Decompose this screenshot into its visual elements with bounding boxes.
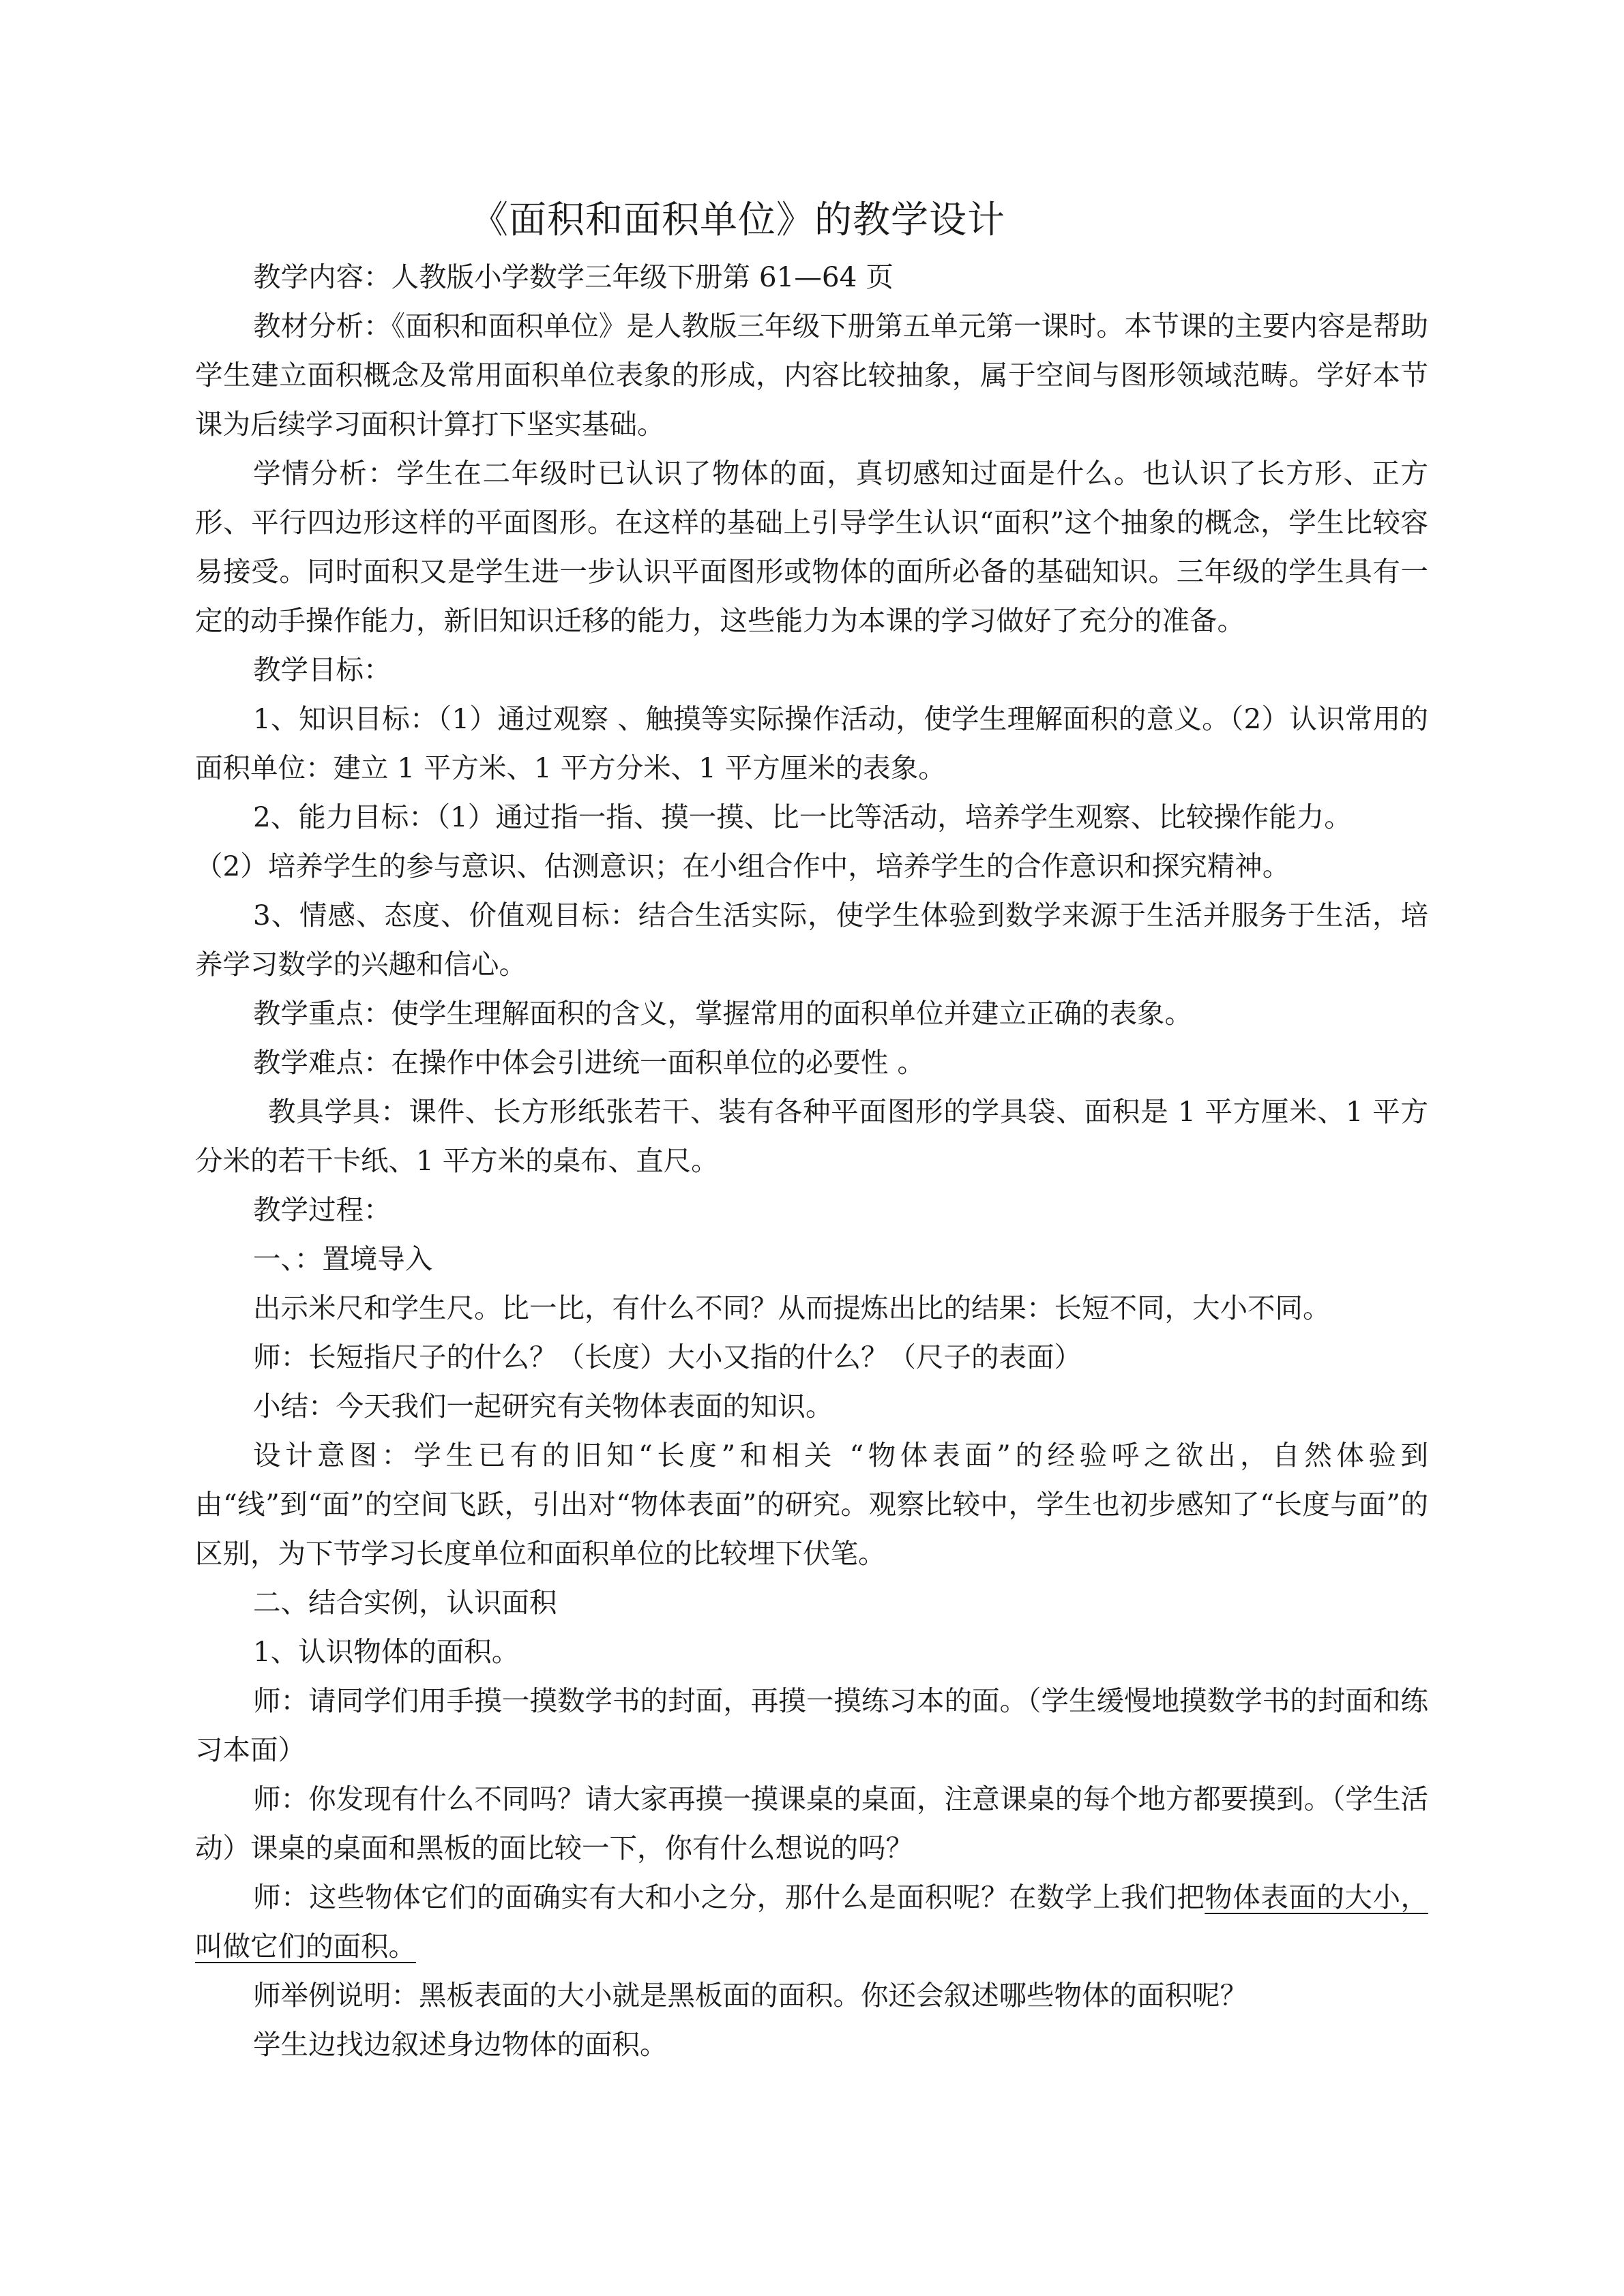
textbook-analysis-paragraph: 教材分析：《面积和面积单位》是人教版三年级下册第五单元第一课时。本节课的主要内容是帮助学生建立面积概念及常用面积单位表象的形成，内容比较抽象，属于空间与图形领域范畴。学好本节课为后续学习面积计算打下坚实基础。 (195, 310, 1428, 441)
teacher-touch-book-paragraph: 师：请同学们用手摸一摸数学书的封面，再摸一摸练习本的面。（学生缓慢地摸数学书的封面和练习本面） (195, 1684, 1428, 1766)
ability-objective-continuation: （2）培养学生的参与意识、估测意识；在小组合作中，培养学生的合作意识和探究精神。 (195, 850, 1290, 882)
section-two-heading: 二、结合实例，认识面积 (253, 1586, 557, 1619)
teaching-aids-paragraph: 教具学具：课件、长方形纸张若干、装有各种平面图形的学具袋、面积是 1 平方厘米、1 平方分米的若干卡纸、1 平方米的桌布、直尺。 (195, 1095, 1428, 1177)
ruler-compare-paragraph: 出示米尺和学生尺。比一比，有什么不同？从而提炼出比的结果：长短不同，大小不同。 (253, 1292, 1331, 1324)
ability-objective-paragraph: 2、能力目标：（1）通过指一指、摸一摸、比一比等活动，培养学生观察、比较操作能力。 (253, 801, 1352, 833)
difficult-point-paragraph: 教学难点：在操作中体会引进统一面积单位的必要性 。 (253, 1046, 925, 1079)
area-definition-underlined: 物体表面的大小，叫做它们的面积。 (195, 1881, 1429, 1963)
learner-analysis-paragraph: 学情分析：学生在二年级时已认识了物体的面，真切感知过面是什么。也认识了长方形、正方形、平行四边形这样的平面图形。在这样的基础上引导学生认识“面积”这个抽象的概念，学生比较容易接受。同时面积又是学生进一步认识平面图形或物体的面所必备的基础知识。三年级的学生具有一定的动手操作能力，新旧知识迁移的能力，这些能力为本课的学习做好了充分的准备。 (195, 457, 1428, 637)
objectives-heading: 教学目标： (253, 653, 392, 686)
teaching-content-paragraph: 教学内容：人教版小学数学三年级下册第 61—64 页 (253, 260, 894, 293)
summary-paragraph: 小结：今天我们一起研究有关物体表面的知识。 (253, 1390, 833, 1422)
key-point-paragraph: 教学重点：使学生理解面积的含义，掌握常用的面积单位并建立正确的表象。 (253, 997, 1192, 1030)
area-definition-lead: 师：这些物体它们的面确实有大和小之分，那什么是面积呢？在数学上我们把 (253, 1881, 1205, 1913)
emotion-objective-paragraph: 3、情感、态度、价值观目标：结合生活实际，使学生体验到数学来源于生活并服务于生活，培养学习数学的兴趣和信心。 (195, 899, 1428, 981)
process-heading: 教学过程： (253, 1193, 392, 1226)
area-definition-paragraph (195, 1873, 1428, 1971)
document-title: 《面积和面积单位》的教学设计 (471, 198, 1006, 241)
step-one-heading: 1、认识物体的面积。 (253, 1635, 520, 1668)
document-body (195, 252, 1428, 2069)
design-intent-paragraph: 设计意图：学生已有的旧知“长度”和相关 “物体表面”的经验呼之欲出，自然体验到由“线”到“面”的空间飞跃，引出对“物体表面”的研究。观察比较中，学生也初步感知了“长度与面”的区别，为下节学习长度单位和面积单位的比较埋下伏笔。 (195, 1439, 1428, 1570)
section-one-heading: 一、：置境导入 (253, 1242, 433, 1275)
student-activity-paragraph: 学生边找边叙述身边物体的面积。 (253, 2028, 668, 2061)
teacher-question-ruler: 师：长短指尺子的什么？（长度）大小又指的什么？（尺子的表面） (253, 1341, 1082, 1373)
knowledge-objective-paragraph: 1、知识目标：（1）通过观察 、触摸等实际操作活动，使学生理解面积的意义。（2）认识常用的面积单位：建立 1 平方米、1 平方分米、1 平方厘米的表象。 (195, 702, 1428, 784)
teacher-compare-desk-paragraph: 师：你发现有什么不同吗？请大家再摸一摸课桌的桌面，注意课桌的每个地方都要摸到。（学生活动）课桌的桌面和黑板的面比较一下，你有什么想说的吗？ (195, 1783, 1428, 1864)
teacher-example-paragraph: 师举例说明：黑板表面的大小就是黑板面的面积。你还会叙述哪些物体的面积呢？ (253, 1979, 1247, 2012)
